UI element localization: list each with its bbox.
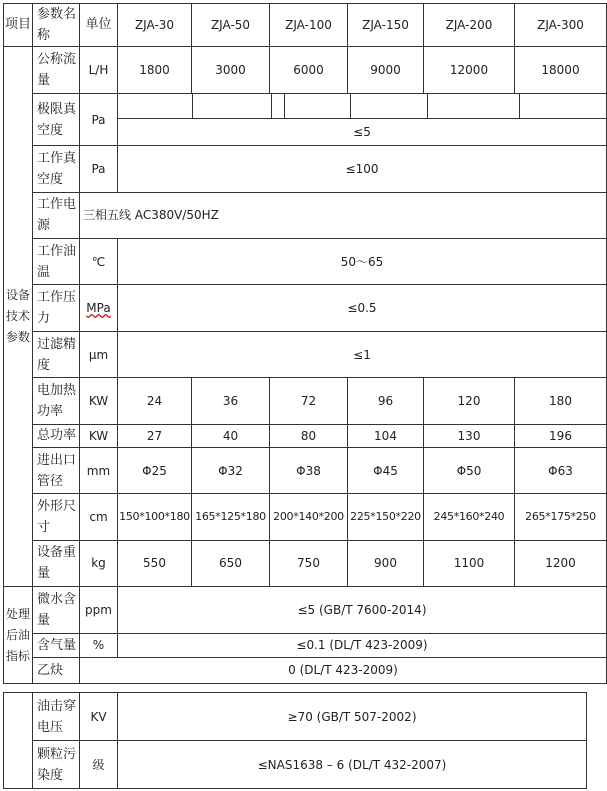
param-name: 工作真空度 (33, 146, 80, 192)
row-heat-power (4, 378, 607, 424)
header-model: ZJA-300 (515, 4, 607, 47)
value-cell: 180 (515, 378, 607, 424)
row-vacuum-work (4, 146, 607, 192)
param-name: 微水含量 (33, 587, 80, 633)
empty-subcell (118, 94, 193, 118)
empty-subcell (520, 94, 606, 118)
value-cell: 18000 (515, 47, 607, 93)
param-name: 电加热功率 (33, 378, 80, 424)
value-cell: 104 (348, 424, 424, 447)
value-cell: 36 (192, 378, 270, 424)
unit-cell: L/H (80, 47, 118, 93)
value-cell: 9000 (348, 47, 424, 93)
unit-cell: Pa (80, 146, 118, 192)
header-model: ZJA-150 (348, 4, 424, 47)
value-cell: Φ25 (118, 447, 192, 493)
value-cell: 245*160*240 (424, 494, 515, 540)
row-weight (4, 540, 607, 586)
param-name: 设备重量 (33, 540, 80, 586)
empty-cell (4, 693, 33, 789)
unit-cell: kg (80, 540, 118, 586)
header-model: ZJA-50 (192, 4, 270, 47)
value-cell: 3000 (192, 47, 270, 93)
unit-cell: μm (80, 331, 118, 377)
group-treated-oil: 处理后油指标 (4, 587, 33, 684)
value-cell: 1100 (424, 540, 515, 586)
value-cell: 150*100*180 (118, 494, 192, 540)
merged-value: ≤100 (118, 146, 607, 192)
merged-value: ≤1 (118, 331, 607, 377)
merged-value: ≤5 (353, 125, 371, 139)
merged-value: ≤0.5 (118, 285, 607, 331)
row-flow (4, 47, 607, 93)
value-cell: 1200 (515, 540, 607, 586)
header-unit: 单位 (80, 4, 118, 47)
value-cell: 6000 (270, 47, 348, 93)
row-oil-temp (4, 239, 607, 285)
value-cell: 130 (424, 424, 515, 447)
lower-spec-table (3, 692, 587, 789)
value-cell: 27 (118, 424, 192, 447)
unit-cell (80, 285, 118, 331)
param-name: 外形尺寸 (33, 494, 80, 540)
unit-cell: ℃ (80, 239, 118, 285)
value-cell: 80 (270, 424, 348, 447)
row-pipe (4, 447, 607, 493)
value-cell: 750 (270, 540, 348, 586)
value-cell: 550 (118, 540, 192, 586)
header-model: ZJA-100 (270, 4, 348, 47)
unit-cell: Pa (80, 93, 118, 145)
unit-cell: cm (80, 494, 118, 540)
row-vacuum-limit (4, 93, 607, 145)
merged-value: ≤5 (GB/T 7600-2014) (118, 587, 607, 633)
merged-value: 50～65 (118, 239, 607, 285)
merged-value-cell (118, 93, 607, 145)
unit-cell: KW (80, 424, 118, 447)
param-name: 极限真空度 (33, 93, 80, 145)
unit-cell: mm (80, 447, 118, 493)
spec-table (3, 3, 607, 684)
group-equipment-params: 设备技术参数 (4, 47, 33, 587)
header-row (4, 4, 607, 47)
value-cell: 650 (192, 540, 270, 586)
value-cell: 96 (348, 378, 424, 424)
empty-subcell (285, 94, 351, 118)
unit-cell: KW (80, 378, 118, 424)
row-breakdown (4, 693, 587, 741)
merged-value: 0 (DL/T 423-2009) (80, 657, 607, 683)
unit-cell: 级 (80, 741, 118, 789)
merged-value: ≥70 (GB/T 507-2002) (118, 693, 587, 741)
merged-value: ≤NAS1638 – 6 (DL/T 432-2007) (118, 741, 587, 789)
header-model: ZJA-200 (424, 4, 515, 47)
value-cell: 900 (348, 540, 424, 586)
empty-subcell (428, 94, 520, 118)
param-name: 颗粒污染度 (33, 741, 80, 789)
row-particle (4, 741, 587, 789)
value-cell: 265*175*250 (515, 494, 607, 540)
value-cell: Φ45 (348, 447, 424, 493)
param-name: 公称流量 (33, 47, 80, 93)
value-cell: 120 (424, 378, 515, 424)
value-cell: 200*140*200 (270, 494, 348, 540)
unit-cell: KV (80, 693, 118, 741)
header-project: 项目 (4, 4, 33, 47)
unit-cell: % (80, 633, 118, 657)
value-cell: Φ63 (515, 447, 607, 493)
row-filter (4, 331, 607, 377)
value-cell: 12000 (424, 47, 515, 93)
param-name: 进出口管径 (33, 447, 80, 493)
param-name: 工作电源 (33, 192, 80, 238)
row-water (4, 587, 607, 633)
value-cell: Φ50 (424, 447, 515, 493)
merged-value: 三相五线 AC380V/50HZ (80, 192, 607, 238)
empty-subcell (272, 94, 285, 118)
row-total-power (4, 424, 607, 447)
value-cell: 225*150*220 (348, 494, 424, 540)
value-cell: Φ32 (192, 447, 270, 493)
row-gas (4, 633, 607, 657)
value-cell: 72 (270, 378, 348, 424)
param-name: 工作压力 (33, 285, 80, 331)
value-cell: 1800 (118, 47, 192, 93)
param-name: 总功率 (33, 424, 80, 447)
value-cell: 196 (515, 424, 607, 447)
empty-subcell (351, 94, 428, 118)
value-cell: 40 (192, 424, 270, 447)
merged-value: ≤0.1 (DL/T 423-2009) (118, 633, 607, 657)
header-model: ZJA-30 (118, 4, 192, 47)
value-cell: 165*125*180 (192, 494, 270, 540)
param-name: 油击穿电压 (33, 693, 80, 741)
param-name: 含气量 (33, 633, 80, 657)
param-name: 工作油温 (33, 239, 80, 285)
unit-text: MPa (86, 301, 111, 316)
value-cell: 24 (118, 378, 192, 424)
row-acetylene (4, 657, 607, 683)
unit-cell: ppm (80, 587, 118, 633)
param-name: 乙炔 (33, 657, 80, 683)
row-pressure (4, 285, 607, 331)
row-power-source (4, 192, 607, 238)
row-size (4, 494, 607, 540)
header-param: 参数名称 (33, 4, 80, 47)
empty-subcells (118, 94, 606, 119)
value-cell: Φ38 (270, 447, 348, 493)
empty-subcell (193, 94, 272, 118)
param-name: 过滤精度 (33, 331, 80, 377)
